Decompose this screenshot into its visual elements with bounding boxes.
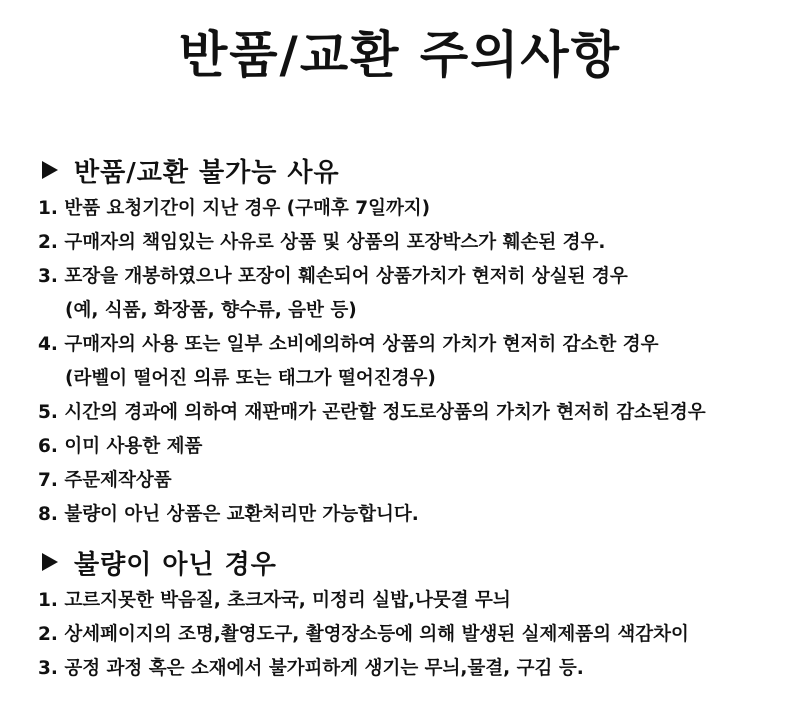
section-title: 불량이 아닌 경우 xyxy=(74,549,277,580)
list-item: 1. 반품 요청기간이 지난 경우 (구매후 7일까지) xyxy=(38,198,431,219)
section-not-defective xyxy=(38,542,788,686)
list-item: 3. 공정 과정 혹은 소재에서 불가피하게 생기는 무늬,물결, 구김 등. xyxy=(38,658,584,679)
list-item: 8. 불량이 아닌 상품은 교환처리만 가능합니다. xyxy=(38,504,419,525)
list-item: 2. 상세페이지의 조명,촬영도구, 촬영장소등에 의해 발생된 실제제품의 색감차이 xyxy=(38,624,689,645)
list-item-note: (예, 식품, 화장품, 향수류, 음반 등) xyxy=(65,300,357,321)
section-non-returnable xyxy=(38,150,788,532)
list-item: 4. 구매자의 사용 또는 일부 소비에의하여 상품의 가치가 현저히 감소한 경우 xyxy=(38,334,659,355)
page-title: 반품/교환 주의사항 xyxy=(178,26,622,84)
reason-list xyxy=(38,192,788,532)
list-item: 1. 고르지못한 박음질, 초크자국, 미정리 실밥,나뭇결 무늬 xyxy=(38,590,511,611)
list-item: 7. 주문제작상품 xyxy=(38,470,172,491)
section-heading xyxy=(38,542,788,582)
section-title: 반품/교환 불가능 사유 xyxy=(74,157,340,188)
list-item: 5. 시간의 경과에 의하여 재판매가 곤란할 정도로상품의 가치가 현저히 감소된경우 xyxy=(38,402,706,423)
list-item-note: (라벨이 떨어진 의류 또는 태그가 떨어진경우) xyxy=(65,368,436,389)
case-list xyxy=(38,584,788,686)
triangle-bullet-icon xyxy=(42,553,58,571)
list-item: 2. 구매자의 책임있는 사유로 상품 및 상품의 포장박스가 훼손된 경우. xyxy=(38,232,606,253)
list-item: 6. 이미 사용한 제품 xyxy=(38,436,203,457)
section-heading xyxy=(38,150,788,190)
list-item: 3. 포장을 개봉하였으나 포장이 훼손되어 상품가치가 현저히 상실된 경우 xyxy=(38,266,628,287)
triangle-bullet-icon xyxy=(42,161,58,179)
